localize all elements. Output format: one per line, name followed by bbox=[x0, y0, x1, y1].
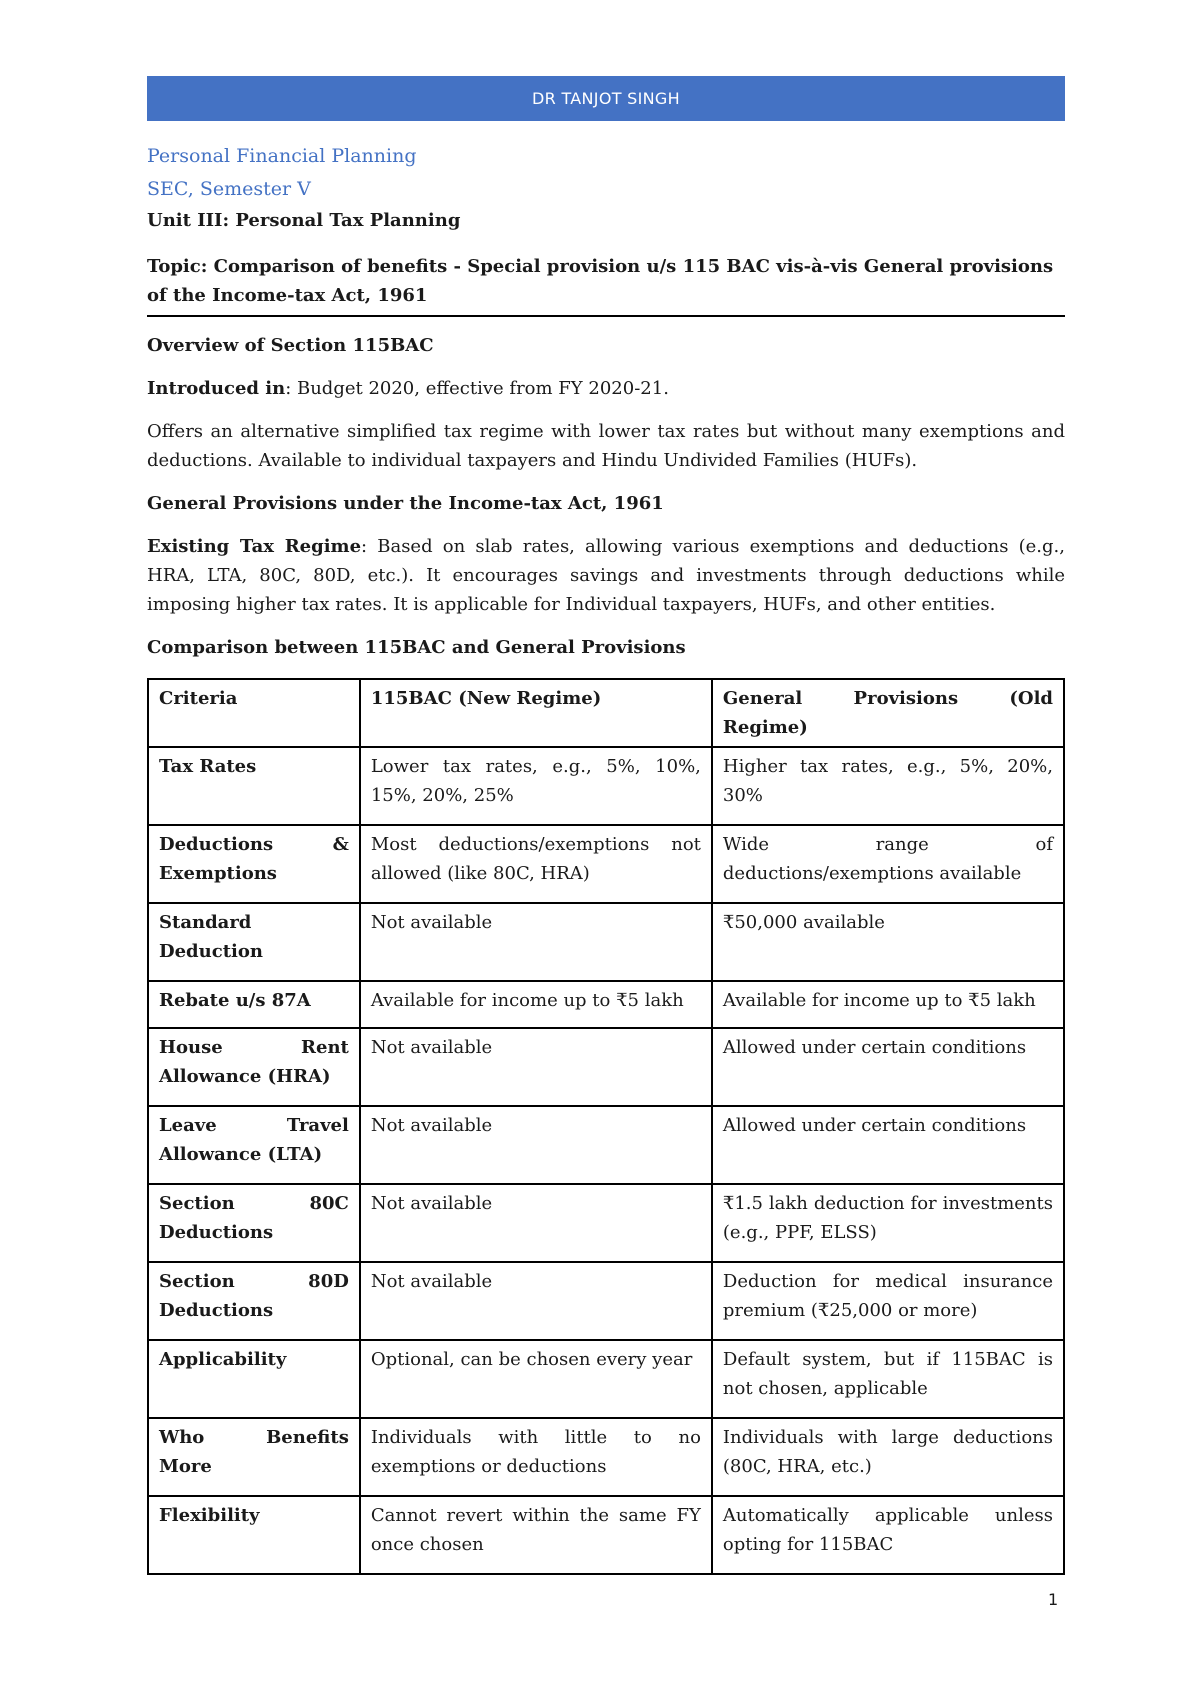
introduced-label: Introduced in bbox=[147, 378, 286, 399]
table-row bbox=[148, 825, 1064, 903]
old-regime-cell: Allowed under certain conditions bbox=[712, 1106, 1064, 1184]
old-regime-cell: Deduction for medical insurance premium (₹25,000 or more) bbox=[712, 1262, 1064, 1340]
table-row bbox=[148, 1340, 1064, 1418]
overview-heading: Overview of Section 115BAC bbox=[147, 335, 434, 356]
table-row bbox=[148, 1184, 1064, 1262]
comparison-table bbox=[147, 678, 1065, 1575]
header-bar bbox=[147, 76, 1065, 121]
criteria-cell: Flexibility bbox=[148, 1496, 360, 1574]
old-regime-cell: ₹50,000 available bbox=[712, 903, 1064, 981]
table-row bbox=[148, 1028, 1064, 1106]
table-header-row bbox=[148, 679, 1064, 747]
old-regime-cell: Default system, but if 115BAC is not chosen, applicable bbox=[712, 1340, 1064, 1418]
new-regime-cell: Lower tax rates, e.g., 5%, 10%, 15%, 20%, 25% bbox=[360, 747, 712, 825]
new-regime-cell: Most deductions/exemptions not allowed (like 80C, HRA) bbox=[360, 825, 712, 903]
topic-title: Topic: Comparison of benefits - Special provision u/s 115 BAC vis-à-vis General provisions of the Income-tax Act, 1961 bbox=[147, 252, 1065, 317]
old-regime-cell: Individuals with large deductions (80C, HRA, etc.) bbox=[712, 1418, 1064, 1496]
header-cell-old-regime: General Provisions (Old Regime) bbox=[712, 679, 1064, 747]
table-row bbox=[148, 1418, 1064, 1496]
existing-paragraph bbox=[147, 532, 1065, 619]
existing-text: : Based on slab rates, allowing various exemptions and deductions (e.g., HRA, LTA, 80C, 80D, etc.). It encourages savings and investments through deductions while imposing higher tax rates. It is applicable for Individual taxpayers, HUFs, and other entities. bbox=[147, 536, 1065, 615]
table-row bbox=[148, 1262, 1064, 1340]
old-regime-cell: ₹1.5 lakh deduction for investments (e.g., PPF, ELSS) bbox=[712, 1184, 1064, 1262]
old-regime-cell: Automatically applicable unless opting for 115BAC bbox=[712, 1496, 1064, 1574]
general-heading: General Provisions under the Income-tax Act, 1961 bbox=[147, 493, 664, 514]
old-regime-cell: Wide range of deductions/exemptions available bbox=[712, 825, 1064, 903]
table-row bbox=[148, 903, 1064, 981]
header-cell-new-regime: 115BAC (New Regime) bbox=[360, 679, 712, 747]
new-regime-cell: Optional, can be chosen every year bbox=[360, 1340, 712, 1418]
page-number: 1 bbox=[1048, 1590, 1059, 1609]
old-regime-cell: Higher tax rates, e.g., 5%, 20%, 30% bbox=[712, 747, 1064, 825]
new-regime-cell: Individuals with little to no exemptions or deductions bbox=[360, 1418, 712, 1496]
criteria-cell: Applicability bbox=[148, 1340, 360, 1418]
table-row bbox=[148, 981, 1064, 1028]
table-row bbox=[148, 1496, 1064, 1574]
criteria-cell: Who Benefits More bbox=[148, 1418, 360, 1496]
new-regime-cell: Not available bbox=[360, 1262, 712, 1340]
criteria-cell: House Rent Allowance (HRA) bbox=[148, 1028, 360, 1106]
header-cell-criteria: Criteria bbox=[148, 679, 360, 747]
table-row bbox=[148, 747, 1064, 825]
criteria-cell: Leave Travel Allowance (LTA) bbox=[148, 1106, 360, 1184]
old-regime-cell: Available for income up to ₹5 lakh bbox=[712, 981, 1064, 1028]
table-row bbox=[148, 1106, 1064, 1184]
comparison-heading: Comparison between 115BAC and General Provisions bbox=[147, 637, 686, 658]
header-author: DR TANJOT SINGH bbox=[532, 89, 680, 108]
existing-label: Existing Tax Regime bbox=[147, 536, 362, 557]
criteria-cell: Section 80C Deductions bbox=[148, 1184, 360, 1262]
criteria-cell: Rebate u/s 87A bbox=[148, 981, 360, 1028]
criteria-cell: Tax Rates bbox=[148, 747, 360, 825]
document-page bbox=[147, 76, 1065, 1575]
new-regime-cell: Not available bbox=[360, 903, 712, 981]
course-semester: SEC, Semester V bbox=[147, 178, 311, 200]
new-regime-cell: Available for income up to ₹5 lakh bbox=[360, 981, 712, 1028]
introduced-paragraph bbox=[147, 374, 1065, 403]
overview-description: Offers an alternative simplified tax regime with lower tax rates but without many exemptions and deductions. Available to individual taxpayers and Hindu Undivided Families (HUFs). bbox=[147, 421, 1065, 471]
new-regime-cell: Not available bbox=[360, 1106, 712, 1184]
new-regime-cell: Not available bbox=[360, 1184, 712, 1262]
criteria-cell: Deductions & Exemptions bbox=[148, 825, 360, 903]
old-regime-cell: Allowed under certain conditions bbox=[712, 1028, 1064, 1106]
criteria-cell: Section 80D Deductions bbox=[148, 1262, 360, 1340]
introduced-text: : Budget 2020, effective from FY 2020-21. bbox=[285, 378, 669, 399]
unit-title: Unit III: Personal Tax Planning bbox=[147, 210, 461, 231]
course-title: Personal Financial Planning bbox=[147, 145, 417, 167]
new-regime-cell: Not available bbox=[360, 1028, 712, 1106]
criteria-cell: Standard Deduction bbox=[148, 903, 360, 981]
new-regime-cell: Cannot revert within the same FY once chosen bbox=[360, 1496, 712, 1574]
